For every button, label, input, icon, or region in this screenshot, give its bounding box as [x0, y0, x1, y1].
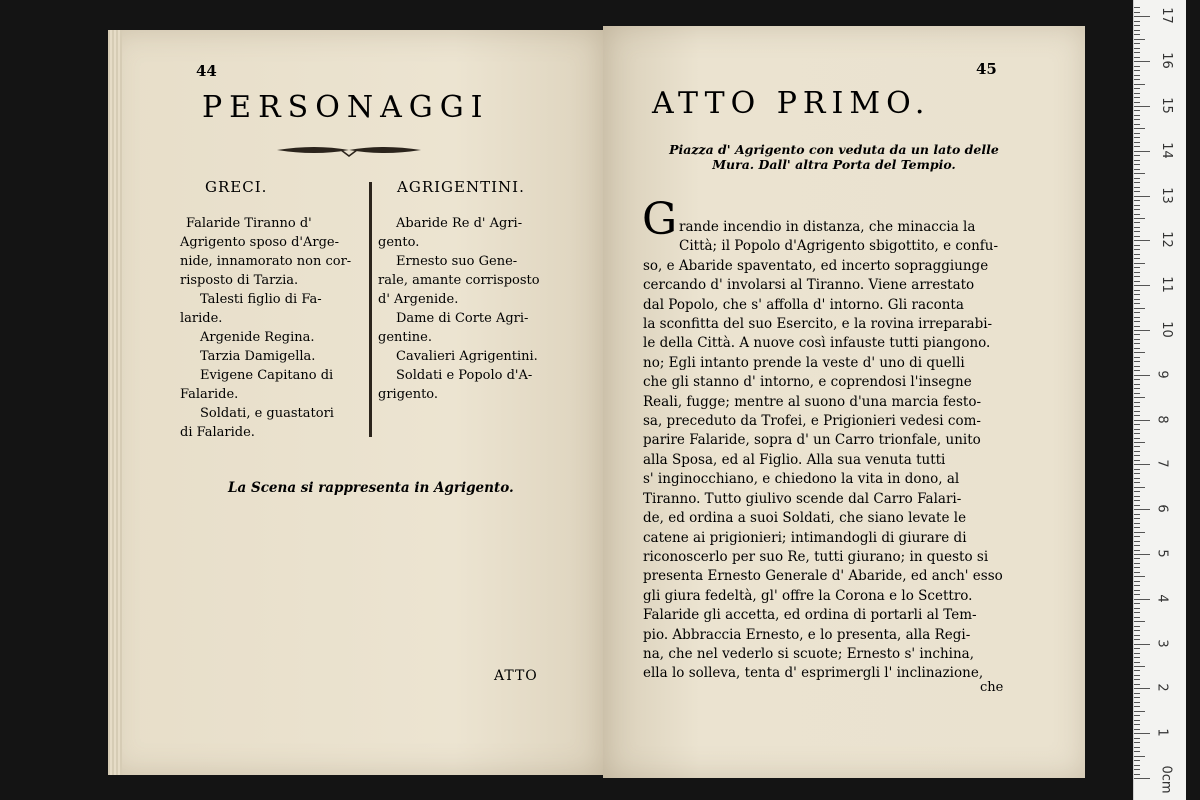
- list-item: Falaride.: [180, 387, 239, 402]
- ruler-tick: [1134, 30, 1140, 31]
- ruler-tick: [1134, 205, 1140, 206]
- column-heading-agrigentini: AGRIGENTINI.: [397, 178, 525, 196]
- ruler-number: 11: [1158, 276, 1174, 293]
- list-item: Evigene Capitano di: [200, 368, 334, 383]
- list-item: grigento.: [378, 387, 439, 402]
- ruler-tick: [1134, 760, 1140, 761]
- text-line: Falaride gli accetta, ed ordina di portarli al Tem-: [643, 607, 977, 624]
- ruler-number: 14: [1158, 142, 1174, 159]
- ruler-tick: [1134, 438, 1140, 439]
- ruler-tick: [1134, 303, 1140, 304]
- ruler-tick: [1134, 590, 1140, 591]
- list-item: Dame di Corte Agri-: [396, 311, 529, 326]
- ruler-tick: [1134, 39, 1145, 40]
- ruler-number: 5: [1154, 549, 1170, 558]
- ruler-tick: [1134, 370, 1140, 371]
- ruler-tick: [1134, 263, 1145, 264]
- ruler-tick: [1134, 635, 1140, 636]
- ruler-tick: [1134, 581, 1140, 582]
- ruler-tick: [1134, 778, 1150, 779]
- text-line: na, che nel vederlo si scuote; Ernesto s' inchina,: [643, 645, 975, 662]
- text-line: la sconfitta del suo Esercito, e la rovina irreparabi-: [643, 316, 993, 333]
- page-title-right: ATTO PRIMO.: [652, 86, 931, 121]
- ruler-tick: [1134, 563, 1140, 564]
- ruler-tick: [1134, 155, 1140, 156]
- ruler-tick: [1134, 541, 1140, 542]
- text-line: riconoscerlo per suo Re, tutti giurano; in questo si: [643, 548, 989, 565]
- ruler-tick: [1134, 662, 1140, 663]
- ruler-tick: [1134, 200, 1140, 201]
- ruler-tick: [1134, 473, 1140, 474]
- ruler-tick: [1134, 657, 1140, 658]
- dropcap-letter: G: [642, 194, 678, 245]
- ruler-tick: [1134, 43, 1140, 44]
- page-title-left: PERSONAGGI: [202, 90, 490, 125]
- ruler-tick: [1134, 769, 1140, 770]
- ruler-tick: [1134, 496, 1140, 497]
- ruler-tick: [1134, 352, 1145, 353]
- ruler-tick: [1134, 729, 1140, 730]
- ruler-tick: [1134, 34, 1140, 35]
- text-line: s' inginocchiano, e chiedono la vita in dono, al: [643, 471, 960, 488]
- ruler-tick: [1134, 509, 1150, 510]
- text-line: alla Sposa, ed al Figlio. Alla sua venuta tutti: [643, 451, 946, 468]
- ruler-tick: [1134, 393, 1140, 394]
- ruler-tick: [1134, 460, 1140, 461]
- ruler-tick: [1134, 518, 1140, 519]
- ruler-tick: [1134, 608, 1140, 609]
- ruler-tick: [1134, 115, 1140, 116]
- page-edges: [108, 30, 122, 775]
- text-line: rande incendio in distanza, che minaccia la: [679, 219, 976, 235]
- ruler-tick: [1134, 653, 1140, 654]
- ruler-tick: [1134, 751, 1140, 752]
- ruler-tick: [1134, 137, 1140, 138]
- ruler-tick: [1134, 25, 1140, 26]
- ruler-tick: [1134, 357, 1140, 358]
- ruler-tick: [1134, 93, 1140, 94]
- ruler-tick: [1134, 160, 1140, 161]
- list-item: Tarzia Damigella.: [200, 349, 316, 364]
- column-heading-greci: GRECI.: [205, 178, 268, 196]
- ruler-tick: [1134, 88, 1140, 89]
- ruler-tick: [1134, 7, 1140, 8]
- ruler-tick: [1134, 532, 1145, 533]
- body-text: [643, 218, 1019, 684]
- ruler-tick: [1134, 191, 1140, 192]
- list-item: Talesti figlio di Fa-: [200, 292, 322, 307]
- ruler-tick: [1134, 178, 1140, 179]
- ruler-tick: [1134, 66, 1140, 67]
- page-number-right: 45: [976, 60, 997, 78]
- ruler-tick: [1134, 738, 1140, 739]
- ruler-tick: [1134, 442, 1145, 443]
- text-line: presenta Ernesto Generale d' Abaride, ed anch' esso: [643, 568, 1003, 585]
- ruler-tick: [1134, 308, 1145, 309]
- ruler-tick: [1134, 124, 1140, 125]
- ruler-tick: [1134, 536, 1140, 537]
- scene-line: Mura. Dall' altra Porta del Tempio.: [712, 157, 956, 172]
- ruler-tick: [1134, 514, 1140, 515]
- text-line: catene ai prigionieri; intimandogli di giurare di: [643, 529, 967, 546]
- ruler-number: 16: [1158, 52, 1174, 69]
- ruler-tick: [1134, 61, 1150, 62]
- list-item: Ernesto suo Gene-: [396, 254, 518, 269]
- ruler-tick: [1134, 128, 1145, 129]
- ruler-tick: [1134, 196, 1150, 197]
- list-item: rale, amante corrisposto: [378, 273, 540, 288]
- ruler-tick: [1134, 415, 1140, 416]
- ruler-tick: [1134, 464, 1150, 465]
- ruler-tick: [1134, 110, 1140, 111]
- ruler-tick: [1134, 218, 1145, 219]
- ruler-tick: [1134, 675, 1140, 676]
- ruler-tick: [1134, 119, 1140, 120]
- ruler-tick: [1134, 133, 1140, 134]
- list-item: Argenide Regina.: [200, 330, 315, 345]
- ruler-tick: [1134, 411, 1140, 412]
- ruler-tick: [1134, 406, 1140, 407]
- ruler-tick: [1134, 697, 1140, 698]
- ruler-tick: [1134, 666, 1145, 667]
- ruler-tick: [1134, 545, 1140, 546]
- ruler-tick: [1134, 379, 1140, 380]
- ruler-tick: [1134, 52, 1140, 53]
- list-item: Abaride Re d' Agri-: [396, 216, 523, 231]
- text-line: de, ed ordina a suoi Soldati, che siano levate le: [643, 510, 967, 527]
- ruler-tick: [1134, 617, 1140, 618]
- ruler-tick: [1134, 765, 1140, 766]
- ruler-tick: [1134, 774, 1140, 775]
- ruler-tick: [1134, 375, 1150, 376]
- ruler-tick: [1134, 146, 1140, 147]
- ruler-tick: [1134, 679, 1140, 680]
- ruler-tick: [1134, 249, 1140, 250]
- text-line: Città; il Popolo d'Agrigento sbigottito, e confu-: [679, 238, 999, 255]
- ruler-tick: [1134, 142, 1140, 143]
- ruler-tick: [1134, 151, 1150, 152]
- ruler-tick: [1134, 756, 1145, 757]
- scene-description: [652, 142, 1016, 172]
- ruler-tick: [1134, 720, 1140, 721]
- measuring-ruler: [1133, 0, 1186, 800]
- text-line: gli giura fedeltà, gl' offre la Corona e lo Scettro.: [643, 587, 973, 604]
- ruler-tick: [1134, 482, 1140, 483]
- ruler-tick: [1134, 505, 1140, 506]
- ruler-unit-label: 0cm: [1158, 765, 1174, 794]
- ruler-tick: [1134, 79, 1140, 80]
- ruler-tick: [1134, 299, 1140, 300]
- ruler-number: 17: [1158, 7, 1174, 25]
- ruler-tick: [1134, 572, 1140, 573]
- ruler-tick: [1134, 169, 1140, 170]
- ruler-tick: [1134, 688, 1150, 689]
- text-line: Tiranno. Tutto giulivo scende dal Carro Falari-: [643, 490, 962, 507]
- text-line: no; Egli intanto prende la veste d' uno di quelli: [643, 354, 965, 371]
- list-item: gento.: [378, 235, 420, 250]
- ruler-tick: [1134, 214, 1140, 215]
- text-line: Reali, fugge; mentre al suono d'una marcia festo-: [643, 393, 982, 410]
- page-number-left: 44: [196, 62, 217, 80]
- ruler-tick: [1134, 281, 1140, 282]
- ruler-tick: [1134, 102, 1140, 103]
- scene-note: La Scena si rappresenta in Agrigento.: [228, 480, 514, 496]
- ruler-tick: [1134, 554, 1150, 555]
- ruler-tick: [1134, 57, 1140, 58]
- catchword-left: ATTO: [494, 668, 538, 684]
- agrigentini-list: [378, 214, 540, 404]
- ruler-tick: [1134, 402, 1140, 403]
- ruler-tick: [1134, 12, 1140, 13]
- ruler-tick: [1134, 670, 1140, 671]
- ruler-tick: [1134, 366, 1140, 367]
- text-line: parire Falaride, sopra d' un Carro trionfale, unito: [643, 432, 981, 449]
- ruler-tick: [1134, 747, 1140, 748]
- ruler-tick: [1134, 523, 1140, 524]
- catchword-right: che: [980, 680, 1004, 695]
- ruler-tick: [1134, 312, 1140, 313]
- ruler-tick: [1134, 187, 1140, 188]
- list-item: risposto di Tarzia.: [180, 273, 299, 288]
- ruler-tick: [1134, 16, 1150, 17]
- ruler-number: 12: [1158, 231, 1174, 249]
- ruler-tick: [1134, 733, 1150, 734]
- ruler-tick: [1134, 317, 1140, 318]
- ruler-tick: [1134, 48, 1140, 49]
- ruler-tick: [1134, 343, 1140, 344]
- ruler-number: 3: [1154, 638, 1170, 648]
- ruler-tick: [1134, 258, 1140, 259]
- ruler-number: 13: [1158, 186, 1174, 204]
- ruler-tick: [1134, 326, 1140, 327]
- ruler-tick: [1134, 209, 1140, 210]
- ruler-tick: [1134, 500, 1140, 501]
- ruler-tick: [1134, 527, 1140, 528]
- ruler-tick: [1134, 576, 1145, 577]
- greci-list: [180, 214, 351, 442]
- ruler-tick: [1134, 240, 1150, 241]
- ruler-tick: [1134, 348, 1140, 349]
- ruler-tick: [1134, 70, 1140, 71]
- ruler-tick: [1134, 639, 1140, 640]
- ruler-tick: [1134, 446, 1140, 447]
- text-line: sa, preceduto da Trofei, e Prigionieri vedesi com-: [643, 413, 981, 430]
- ruler-number: 6: [1154, 504, 1170, 513]
- ruler-tick: [1134, 433, 1140, 434]
- text-line: cercando d' involarsi al Tiranno. Viene arrestato: [643, 277, 975, 294]
- ruler-tick: [1134, 424, 1140, 425]
- ruler-tick: [1134, 621, 1145, 622]
- ruler-tick: [1134, 478, 1140, 479]
- ruler-tick: [1134, 290, 1140, 291]
- ruler-tick: [1134, 339, 1140, 340]
- text-line: ella lo solleva, tenta d' esprimergli l' inclinazione,: [643, 665, 984, 682]
- text-line: pio. Abbraccia Ernesto, e lo presenta, alla Regi-: [643, 626, 971, 643]
- list-item: Cavalieri Agrigentini.: [396, 349, 538, 364]
- ruler-tick: [1134, 684, 1140, 685]
- ruler-tick: [1134, 227, 1140, 228]
- ruler-tick: [1134, 182, 1140, 183]
- ruler-tick: [1134, 173, 1145, 174]
- ruler-tick: [1134, 236, 1140, 237]
- ruler-tick: [1134, 84, 1145, 85]
- list-item: d' Argenide.: [378, 292, 459, 307]
- ruler-tick: [1134, 397, 1145, 398]
- ruler-number: 15: [1158, 97, 1174, 114]
- ruler-tick: [1134, 644, 1150, 645]
- ruler-tick: [1134, 706, 1140, 707]
- ruler-tick: [1134, 276, 1140, 277]
- ruler-tick: [1134, 272, 1140, 273]
- ruler-tick: [1134, 420, 1150, 421]
- ruler-tick: [1134, 550, 1140, 551]
- text-line: dal Popolo, che s' affolla d' intorno. Gli raconta: [643, 296, 964, 313]
- ruler-tick: [1134, 558, 1140, 559]
- text-line: so, e Abaride spaventato, ed incerto sopraggiunge: [643, 257, 989, 274]
- ruler-tick: [1134, 612, 1140, 613]
- ruler-tick: [1134, 487, 1145, 488]
- scene-line: Piazza d' Agrigento con veduta da un lato delle: [669, 142, 999, 157]
- ruler-tick: [1134, 599, 1150, 600]
- list-item: Falaride Tiranno d': [186, 216, 312, 231]
- column-divider: [369, 182, 372, 437]
- list-item: Soldati, e guastatori: [200, 406, 334, 421]
- ruler-tick: [1134, 648, 1140, 649]
- ruler-tick: [1134, 97, 1140, 98]
- ruler-tick: [1134, 742, 1140, 743]
- list-item: nide, innamorato non cor-: [180, 254, 352, 269]
- ruler-tick: [1134, 294, 1140, 295]
- ruler-number: 9: [1154, 370, 1170, 379]
- ruler-tick: [1134, 594, 1140, 595]
- ruler-tick: [1134, 630, 1140, 631]
- ornament-divider-icon: [275, 142, 423, 158]
- ruler-tick: [1134, 603, 1140, 604]
- ruler-tick: [1134, 245, 1140, 246]
- ruler-tick: [1134, 585, 1140, 586]
- ruler-tick: [1134, 75, 1140, 76]
- ruler-tick: [1134, 469, 1140, 470]
- ruler-number: 8: [1154, 414, 1170, 424]
- ruler-tick: [1134, 711, 1145, 712]
- list-item: di Falaride.: [180, 425, 255, 440]
- ruler-tick: [1134, 231, 1140, 232]
- ruler-tick: [1134, 429, 1140, 430]
- ruler-tick: [1134, 388, 1140, 389]
- ruler-tick: [1134, 451, 1140, 452]
- text-line: le della Città. A nuove così infauste tutti piangono.: [643, 335, 991, 352]
- ruler-tick: [1134, 285, 1150, 286]
- ruler-tick: [1134, 693, 1140, 694]
- list-item: Soldati e Popolo d'A-: [396, 368, 533, 383]
- ruler-tick: [1134, 724, 1140, 725]
- text-line: che gli stanno d' intorno, e coprendosi l'insegne: [643, 374, 972, 391]
- ruler-tick: [1134, 321, 1140, 322]
- ruler-tick: [1134, 626, 1140, 627]
- ruler-tick: [1134, 21, 1140, 22]
- ruler-tick: [1134, 334, 1140, 335]
- ruler-tick: [1134, 567, 1140, 568]
- ruler-tick: [1134, 361, 1140, 362]
- ruler-number: 2: [1154, 683, 1170, 693]
- ruler-tick: [1134, 164, 1140, 165]
- list-item: Agrigento sposo d'Arge-: [180, 235, 340, 250]
- ruler-tick: [1134, 491, 1140, 492]
- ruler-number: 10: [1158, 321, 1174, 338]
- ruler-tick: [1134, 267, 1140, 268]
- ruler-number: 7: [1154, 459, 1170, 469]
- ruler-tick: [1134, 715, 1140, 716]
- ruler-tick: [1134, 384, 1140, 385]
- ruler-number: 4: [1154, 594, 1170, 603]
- ruler-number: 1: [1154, 728, 1170, 737]
- list-item: laride.: [180, 311, 223, 326]
- ruler-tick: [1134, 330, 1150, 331]
- ruler-tick: [1134, 222, 1140, 223]
- list-item: gentine.: [378, 330, 432, 345]
- ruler-tick: [1134, 106, 1150, 107]
- ruler-tick: [1134, 702, 1140, 703]
- ruler-tick: [1134, 254, 1140, 255]
- ruler-tick: [1134, 455, 1140, 456]
